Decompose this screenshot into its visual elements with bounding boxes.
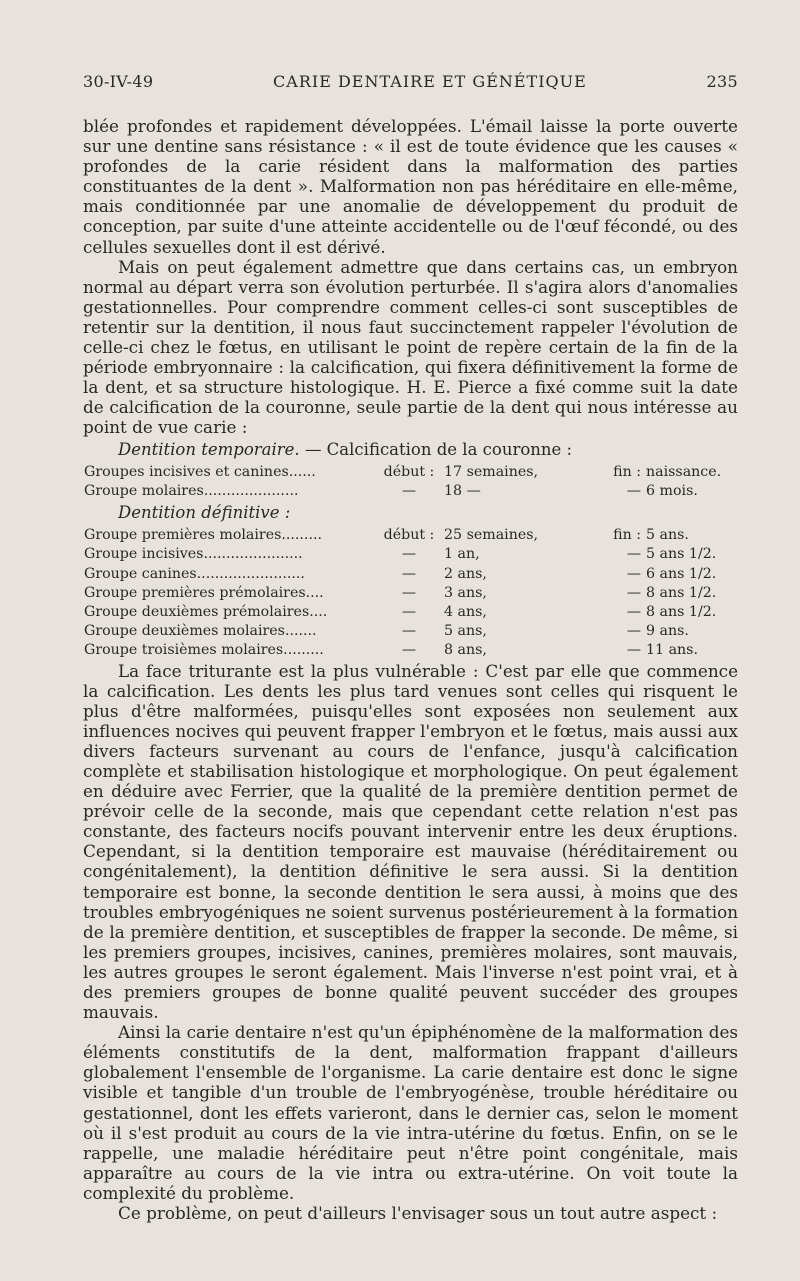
paragraph: Ainsi la carie dentaire n'est qu'un épiphénomène de la malformation des éléments constitutifs de la dent, malformation frappant d'ailleurs globalement l'ensemble de l'organisme. La carie dentaire est donc le signe visible et tangible d'un trouble de l'embryogénèse, trouble héréditaire ou gestationnel, dont les effets varieront, dans le dernier cas, selon le moment où il s'est produit au cours de la vie intra-utérine du fœtus. Enfin, on se le rappelle, une maladie héréditaire peut n'être point congénitale, mais apparaître au cours de la vie intra ou extra-utérine. On voit toute la complexité du problème. (83, 1022, 738, 1203)
table-row: Groupe troisièmes molaires......... — 8 ans, — 11 ans. (84, 642, 698, 659)
temporary-dentition-heading: Dentition temporaire. — Calcification de la couronne : (118, 439, 573, 459)
definitive-dentition-heading: Dentition définitive : (118, 503, 291, 522)
table-row: Groupe premières prémolaires.... — 3 ans, — 8 ans 1/2. (84, 584, 717, 601)
definitive-dentition-table (83, 526, 738, 660)
table-row: Groupe deuxièmes prémolaires.... — 4 ans, — 8 ans 1/2. (84, 603, 717, 620)
running-header (83, 72, 738, 96)
body-text (83, 116, 738, 1223)
table-row: Groupe premières molaires......... début : 25 semaines, fin : 5 ans. (84, 527, 689, 544)
table-row: Groupe molaires..................... — 18 — — 6 mois. (84, 482, 698, 499)
paragraph: Mais on peut également admettre que dans certains cas, un embryon normal au départ verra son évolution perturbée. Il s'agira alors d'anomalies gestationnelles. Pour comprendre comment celles-ci sont susceptibles de retentir sur la dentition, il nous faut succinctement rappeler l'évolution de celle-ci chez le fœtus, en utilisant le point de repère certain de la fin de la période embryonnaire : la calcification, qui fixera définitivement la forme de la dent, et sa structure histologique. H. E. Pierce a fixé comme suit la date de calcification de la couronne, seule partie de la dent qui nous intéresse au point de vue carie : (83, 256, 738, 438)
table-row: Groupe canines........................ — 2 ans, — 6 ans 1/2. (84, 565, 717, 582)
table-row: Groupe incisives...................... — 1 an, — 5 ans 1/2. (84, 546, 717, 563)
header-title: CARIE DENTAIRE ET GÉNÉTIQUE (273, 72, 587, 91)
paragraph: Ce problème, on peut d'ailleurs l'envisager sous un tout autre aspect : (118, 1203, 718, 1224)
table-row: Groupe deuxièmes molaires....... — 5 ans, — 9 ans. (84, 623, 689, 640)
page-number: 235 (706, 72, 738, 91)
table-row: Groupes incisives et canines...... début : 17 semaines, fin : naissance. (84, 463, 722, 480)
header-date: 30-IV-49 (83, 72, 154, 91)
paragraph: La face triturante est la plus vulnérable : C'est par elle que commence la calcification. Les dents les plus tard venues sont celles qui risquent le plus d'être malformées, puisqu'elles sont exposées non seulement aux influences nocives qui peuvent frapper l'embryon et le fœtus, mais aussi aux divers facteurs survenant au cours de l'enfance, jusqu'à calcification complète et stabilisation histologique et morphologique. On peut également en déduire avec Ferrier, que la qualité de la première dentition permet de prévoir celle de la seconde, mais que cependant cette relation n'est pas constante, des facteurs nocifs pouvant intervenir entre les deux éruptions. Cependant, si la dentition temporaire est mauvaise (héréditairement ou congénitalement), la dentition définitive le sera aussi. Si la dentition temporaire est bonne, la seconde dentition le sera aussi, à moins que des troubles embryogéniques ne soient survenus postérieurement à la formation de la première dentition, et susceptibles de frapper la seconde. De même, si les premiers groupes, incisives, canines, premières molaires, sont mauvais, les autres groupes le seront également. Mais l'inverse n'est point vrai, et à des premiers groupes de bonne qualité peuvent succéder des groupes mauvais. (83, 660, 738, 1023)
temporary-dentition-table (83, 463, 738, 501)
paragraph: blée profondes et rapidement développées. L'émail laisse la porte ouverte sur une dentine sans résistance : « il est de toute évidence que les causes « profondes de la carie résident dans la malformation des parties constituantes de la dent ». Malformation non pas héréditaire en elle-même, mais conditionnée par une anomalie de développement du produit de conception, par suite d'une atteinte accidentelle ou de l'œuf fécondé, ou des cellules sexuelles dont il est dérivé. (83, 116, 738, 257)
